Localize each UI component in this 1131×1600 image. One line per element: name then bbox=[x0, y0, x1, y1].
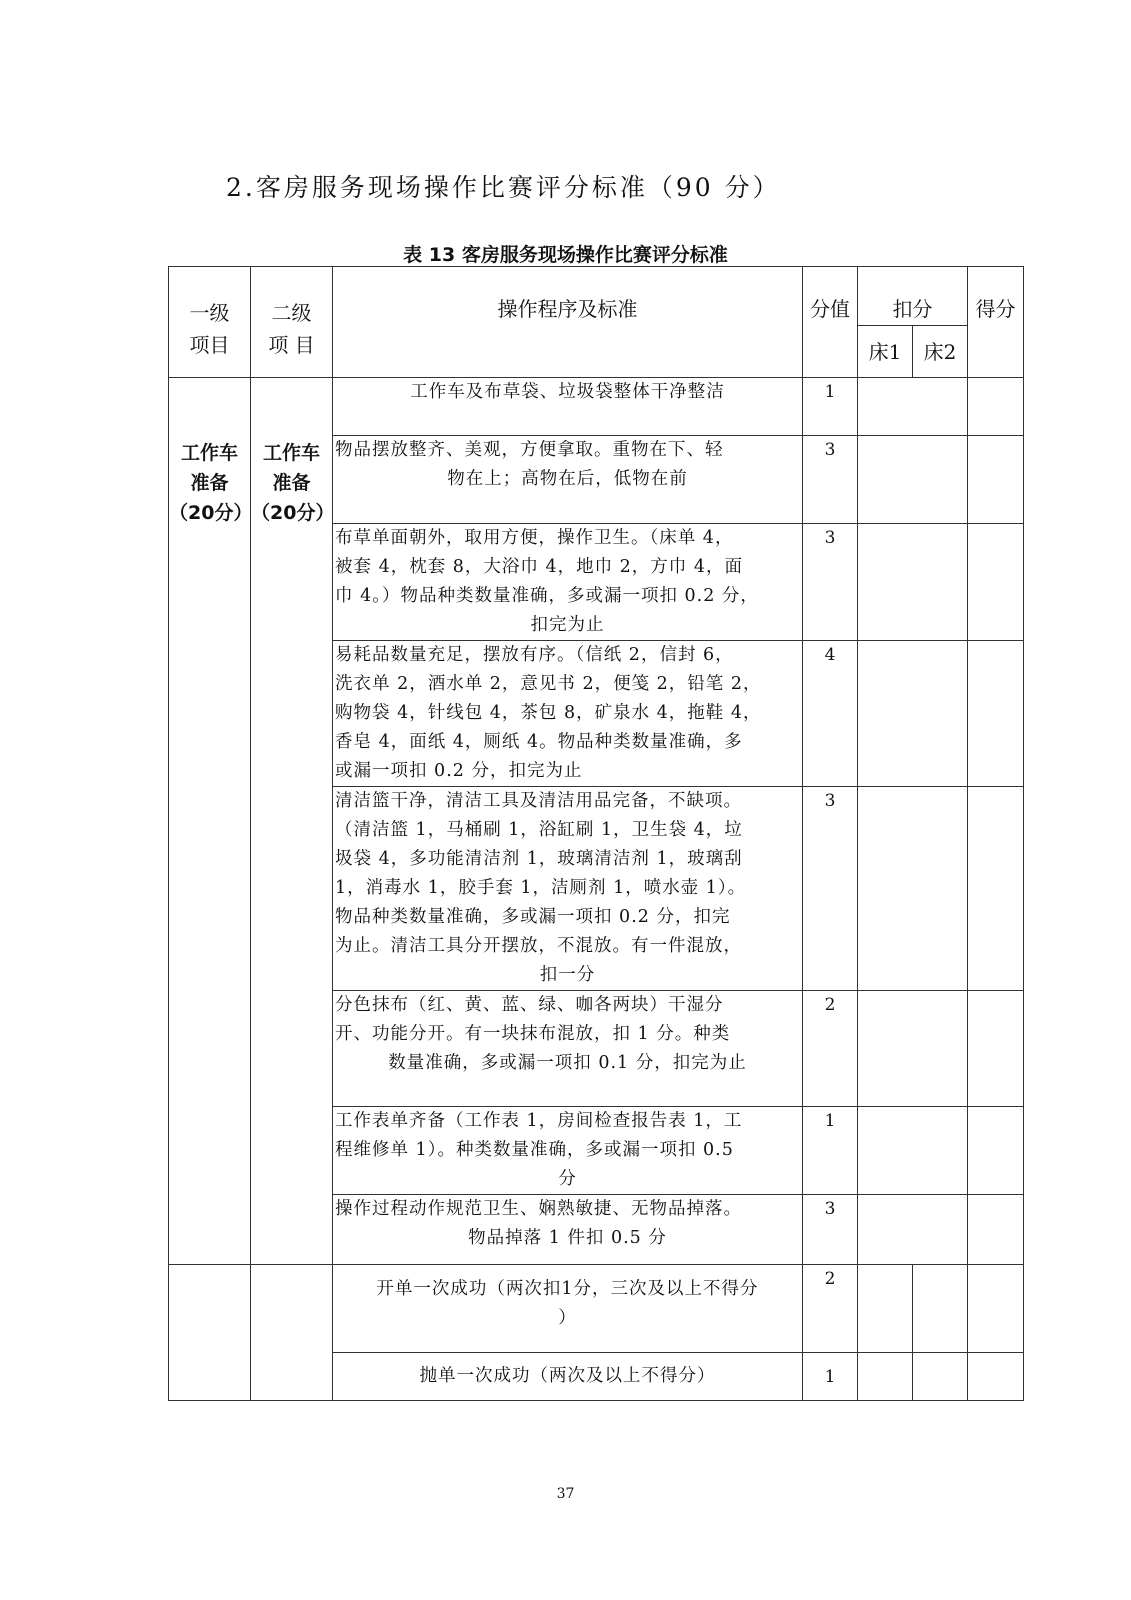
criterion-3: 布草单面朝外，取用方便，操作卫生。（床单 4， 被套 4，枕套 8，大浴巾 4，地巾 2，方巾 4，面 巾 4。）物品种类数量准确，多或漏一项扣 0.2 分， 扣完为止 bbox=[333, 524, 803, 641]
criterion-1: 工作车及布草袋、垃圾袋整体干净整洁 bbox=[333, 378, 803, 436]
header-score: 分值 bbox=[803, 267, 858, 378]
deduction-cell[interactable] bbox=[858, 787, 968, 991]
scoring-table bbox=[168, 266, 1024, 1401]
result-cell[interactable] bbox=[968, 436, 1024, 524]
score-8: 3 bbox=[803, 1195, 858, 1265]
result-cell[interactable] bbox=[968, 1265, 1024, 1353]
score-4: 4 bbox=[803, 641, 858, 787]
deduction-cell[interactable] bbox=[858, 1195, 968, 1265]
bed1-deduction-cell[interactable] bbox=[858, 1353, 913, 1401]
result-cell[interactable] bbox=[968, 1195, 1024, 1265]
criterion-4: 易耗品数量充足，摆放有序。（信纸 2，信封 6， 洗衣单 2，酒水单 2，意见书 2，便笺 2，铅笔 2， 购物袋 4，针线包 4，茶包 8，矿泉水 4，拖鞋 4， 香皂 4，面纸 4，厕纸 4。物品种类数量准确，多 或漏一项扣 0.2 分，扣完为止 bbox=[333, 641, 803, 787]
level2-category-empty bbox=[251, 1265, 333, 1401]
deduction-cell[interactable] bbox=[858, 991, 968, 1107]
level1-category-empty bbox=[169, 1265, 251, 1401]
table-caption: 表 13 客房服务现场操作比赛评分标准 bbox=[403, 244, 728, 266]
page-number: 37 bbox=[556, 1486, 575, 1502]
header-bed1: 床1 bbox=[858, 326, 913, 378]
score-2: 3 bbox=[803, 436, 858, 524]
deduction-cell[interactable] bbox=[858, 436, 968, 524]
level2-category: 工作车 准备 （20分） bbox=[251, 378, 333, 1265]
criterion-8: 操作过程动作规范卫生、娴熟敏捷、无物品掉落。 物品掉落 1 件扣 0.5 分 bbox=[333, 1195, 803, 1265]
criterion-7: 工作表单齐备（工作表 1，房间检查报告表 1，工 程维修单 1）。种类数量准确，多或漏一项扣 0.5 分 bbox=[333, 1107, 803, 1195]
criterion-10: 抛单一次成功（两次及以上不得分） bbox=[333, 1353, 803, 1401]
deduction-cell[interactable] bbox=[858, 378, 968, 436]
result-cell[interactable] bbox=[968, 378, 1024, 436]
result-cell[interactable] bbox=[968, 1107, 1024, 1195]
result-cell[interactable] bbox=[968, 1353, 1024, 1401]
header-deduction: 扣分 bbox=[858, 267, 968, 326]
criterion-6: 分色抹布（红、黄、蓝、绿、咖各两块）干湿分 开、功能分开。有一块抹布混放，扣 1 分。种类 数量准确，多或漏一项扣 0.1 分，扣完为止 bbox=[333, 991, 803, 1107]
header-level1: 一级 项目 bbox=[169, 267, 251, 378]
score-1: 1 bbox=[803, 378, 858, 436]
header-result: 得分 bbox=[968, 267, 1024, 378]
header-procedure: 操作程序及标准 bbox=[333, 267, 803, 378]
score-9: 2 bbox=[803, 1265, 858, 1353]
criterion-2: 物品摆放整齐、美观，方便拿取。重物在下、轻 物在上；高物在后，低物在前 bbox=[333, 436, 803, 524]
score-5: 3 bbox=[803, 787, 858, 991]
header-level2: 二级 项 目 bbox=[251, 267, 333, 378]
deduction-cell[interactable] bbox=[858, 1107, 968, 1195]
header-bed2: 床2 bbox=[913, 326, 968, 378]
result-cell[interactable] bbox=[968, 524, 1024, 641]
score-7: 1 bbox=[803, 1107, 858, 1195]
bed1-deduction-cell[interactable] bbox=[858, 1265, 913, 1353]
result-cell[interactable] bbox=[968, 641, 1024, 787]
section-heading: 2.客房服务现场操作比赛评分标准（90 分） bbox=[226, 173, 781, 202]
result-cell[interactable] bbox=[968, 787, 1024, 991]
score-10: 1 bbox=[803, 1353, 858, 1401]
result-cell[interactable] bbox=[968, 991, 1024, 1107]
score-6: 2 bbox=[803, 991, 858, 1107]
criterion-5: 清洁篮干净，清洁工具及清洁用品完备，不缺项。 （清洁篮 1，马桶刷 1，浴缸刷 1，卫生袋 4，垃 圾袋 4，多功能清洁剂 1，玻璃清洁剂 1，玻璃刮 1，消毒水 1，胶手套 1，洁厕剂 1，喷水壶 1）。 物品种类数量准确，多或漏一项扣 0.2 分，扣完 为止。清洁工具分开摆放，不混放。有一件混放， 扣一分 bbox=[333, 787, 803, 991]
deduction-cell[interactable] bbox=[858, 641, 968, 787]
deduction-cell[interactable] bbox=[858, 524, 968, 641]
criterion-9: 开单一次成功（两次扣1分，三次及以上不得分 ） bbox=[333, 1265, 803, 1353]
bed2-deduction-cell[interactable] bbox=[913, 1265, 968, 1353]
bed2-deduction-cell[interactable] bbox=[913, 1353, 968, 1401]
level1-category: 工作车 准备 （20分） bbox=[169, 378, 251, 1265]
score-3: 3 bbox=[803, 524, 858, 641]
